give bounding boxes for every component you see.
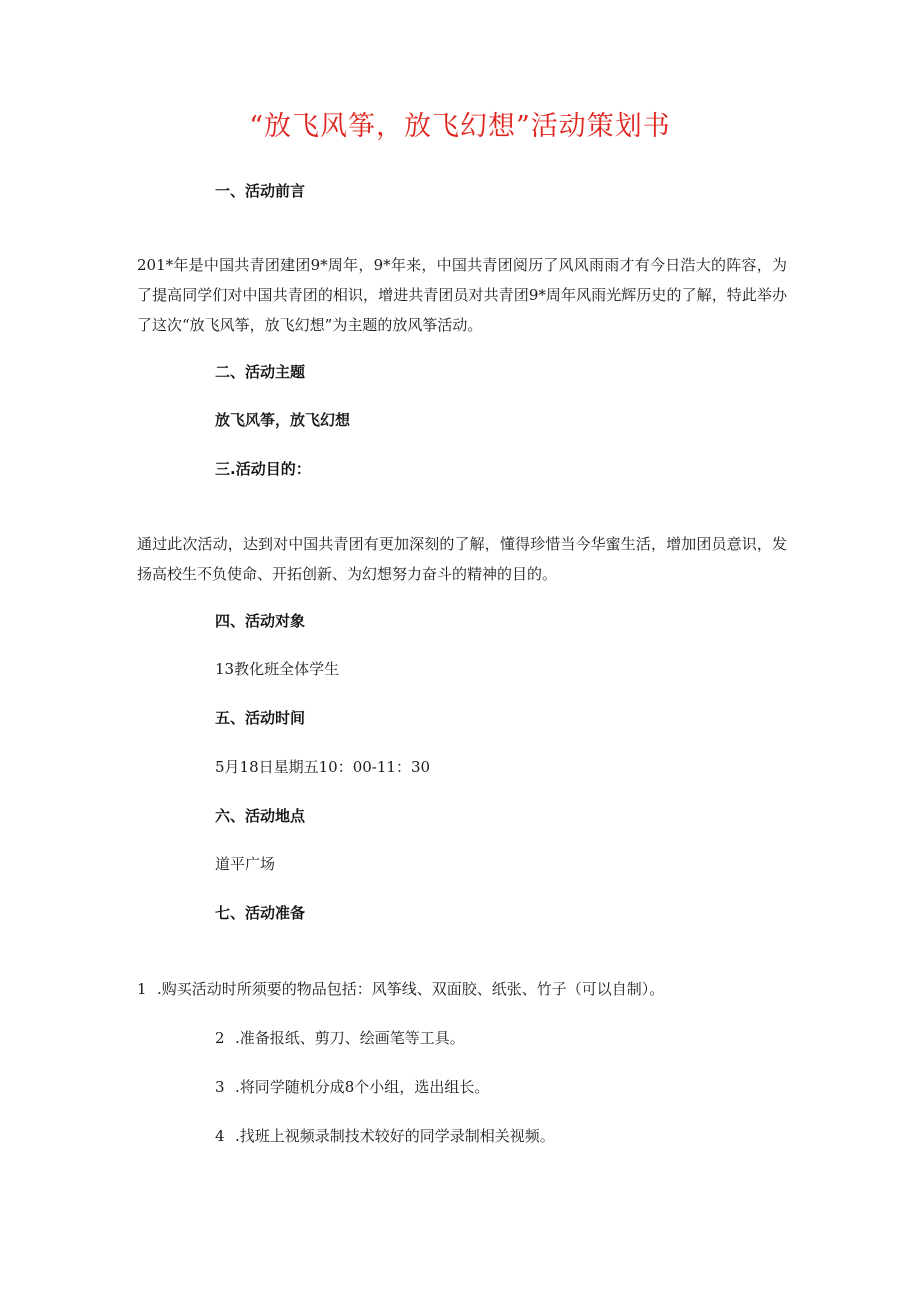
text-theme: 放飞风筝，放飞幻想	[215, 411, 351, 429]
paragraph-preface: 201*年是中国共青团建团9*周年，9*年来，中国共青团阅历了风风雨雨才有今日浩大的阵容，为了提高同学们对中国共青团的相识，增进共青团员对共青团9*周年风雨光辉历史的了解，特此举办了这次“放飞风筝，放飞幻想”为主题的放风筝活动。	[137, 256, 787, 334]
heading-preface: 一、活动前言	[215, 182, 306, 200]
list-item	[137, 978, 664, 999]
heading-audience: 四、活动对象	[215, 612, 306, 630]
document-title: “放飞风筝，放飞幻想”活动策划书	[249, 111, 671, 142]
list-item-text: .将同学随机分成8个小组，选出组长。	[235, 1078, 490, 1096]
list-item	[215, 1125, 555, 1146]
list-item	[215, 1076, 489, 1097]
text-location: 道平广场	[215, 855, 276, 873]
list-item-number: 4	[215, 1127, 225, 1145]
list-item-text: .购买活动时所须要的物品包括：风筝线、双面胶、纸张、竹子（可以自制）。	[157, 980, 665, 998]
list-item-text: .准备报纸、剪刀、绘画笔等工具。	[235, 1029, 465, 1047]
heading-theme: 二、活动主题	[215, 363, 306, 381]
list-item	[215, 1027, 465, 1048]
heading-preparation: 七、活动准备	[215, 904, 306, 922]
heading-location: 六、活动地点	[215, 807, 306, 825]
list-item-number: 3	[215, 1078, 225, 1096]
heading-purpose: 三.活动目的：	[215, 460, 311, 478]
paragraph-purpose: 通过此次活动，达到对中国共青团有更加深刻的了解，懂得珍惜当今华蜜生活，增加团员意识，发扬高校生不负使命、开拓创新、为幻想努力奋斗的精神的目的。	[137, 535, 787, 583]
text-time: 5月18日星期五10：00-11：30	[215, 758, 431, 776]
heading-time: 五、活动时间	[215, 709, 306, 727]
list-item-number: 2	[215, 1029, 225, 1047]
list-item-number: 1	[137, 980, 147, 998]
text-audience: 13教化班全体学生	[215, 660, 340, 678]
list-item-text: .找班上视频录制技术较好的同学录制相关视频。	[235, 1127, 555, 1145]
